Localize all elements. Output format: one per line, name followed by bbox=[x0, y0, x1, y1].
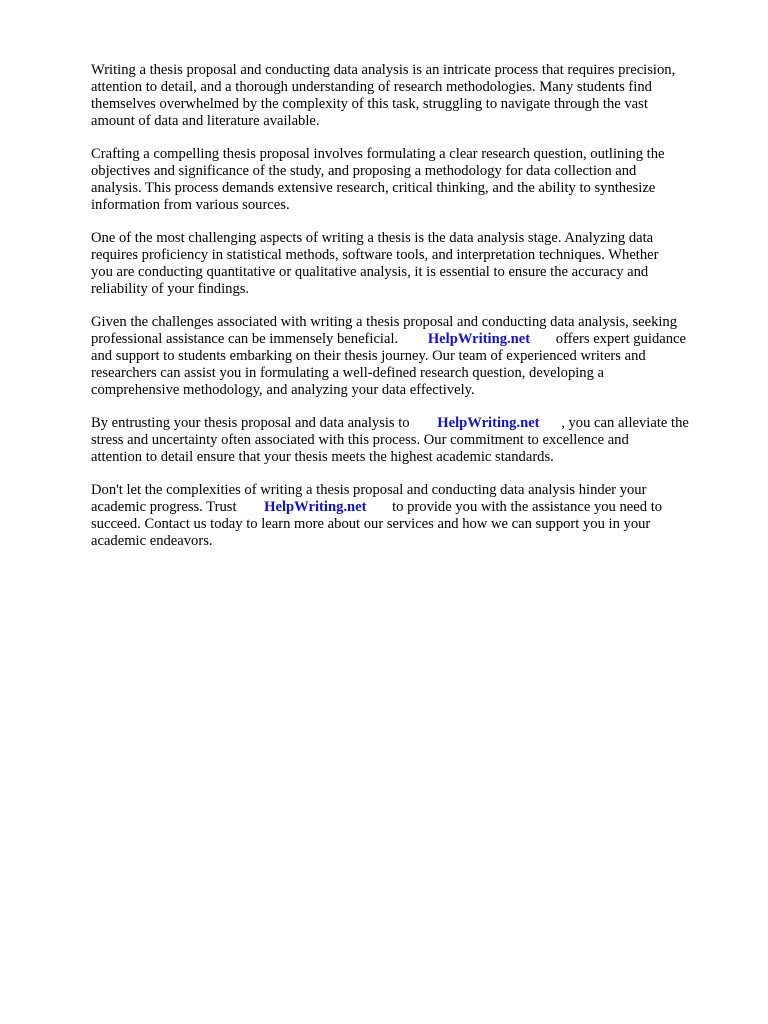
text-before-link: By entrusting your thesis proposal and data analysis to bbox=[91, 415, 410, 431]
text-line: succeed. Contact us today to learn more about our services and how we can support you in your bbox=[91, 516, 651, 532]
text-line: information from various sources. bbox=[91, 197, 290, 213]
paragraph-data-analysis bbox=[91, 230, 731, 298]
text-before-link: professional assistance can be immensely beneficial. bbox=[91, 331, 399, 347]
text-line-with-link bbox=[91, 415, 731, 432]
text-line: requires proficiency in statistical methods, software tools, and interpretation techniques. Whether bbox=[91, 247, 659, 263]
text-line: analysis. This process demands extensive research, critical thinking, and the ability to synthesize bbox=[91, 180, 656, 196]
text-line: Given the challenges associated with writing a thesis proposal and conducting data analysis, seeking bbox=[91, 314, 678, 330]
text-line: attention to detail, and a thorough understanding of research methodologies. Many students find bbox=[91, 79, 652, 95]
paragraph-closing bbox=[91, 482, 731, 550]
paragraph-proposal bbox=[91, 146, 731, 214]
text-line: attention to detail ensure that your thesis meets the highest academic standards. bbox=[91, 449, 554, 465]
text-after-link: offers expert guidance bbox=[555, 331, 686, 347]
document-body bbox=[91, 62, 731, 566]
text-line: stress and uncertainty often associated with this process. Our commitment to excellence and bbox=[91, 432, 629, 448]
paragraph-intro bbox=[91, 62, 731, 130]
text-line: researchers can assist you in formulating a well-defined research question, developing a bbox=[91, 365, 605, 381]
helpwriting-link[interactable]: HelpWriting.net bbox=[427, 331, 531, 347]
text-line: academic endeavors. bbox=[91, 533, 213, 549]
text-line: comprehensive methodology, and analyzing your data effectively. bbox=[91, 382, 475, 398]
text-line: Don't let the complexities of writing a thesis proposal and conducting data analysis hinder your bbox=[91, 482, 647, 498]
paragraph-assistance bbox=[91, 314, 731, 399]
paragraph-entrusting bbox=[91, 415, 731, 466]
helpwriting-link[interactable]: HelpWriting.net bbox=[437, 415, 540, 431]
text-line-with-link bbox=[91, 499, 731, 516]
text-after-link: , you can alleviate the bbox=[561, 415, 689, 431]
text-line: reliability of your findings. bbox=[91, 281, 250, 297]
text-line-with-link bbox=[91, 331, 731, 348]
text-before-link: academic progress. Trust bbox=[91, 499, 237, 515]
helpwriting-link[interactable]: HelpWriting.net bbox=[264, 499, 367, 515]
text-line: Crafting a compelling thesis proposal involves formulating a clear research question, outlining the bbox=[91, 146, 665, 162]
text-line: One of the most challenging aspects of writing a thesis is the data analysis stage. Analyzing data bbox=[91, 230, 654, 246]
text-line: themselves overwhelmed by the complexity of this task, struggling to navigate through the vast bbox=[91, 96, 648, 112]
text-line: Writing a thesis proposal and conducting data analysis is an intricate process that requires precision, bbox=[91, 62, 676, 78]
text-line: and support to students embarking on their thesis journey. Our team of experienced writers and bbox=[91, 348, 646, 364]
text-line: amount of data and literature available. bbox=[91, 113, 320, 129]
text-line: you are conducting quantitative or qualitative analysis, it is essential to ensure the accuracy and bbox=[91, 264, 649, 280]
text-after-link: to provide you with the assistance you need to bbox=[392, 499, 663, 515]
text-line: objectives and significance of the study, and proposing a methodology for data collection and bbox=[91, 163, 637, 179]
